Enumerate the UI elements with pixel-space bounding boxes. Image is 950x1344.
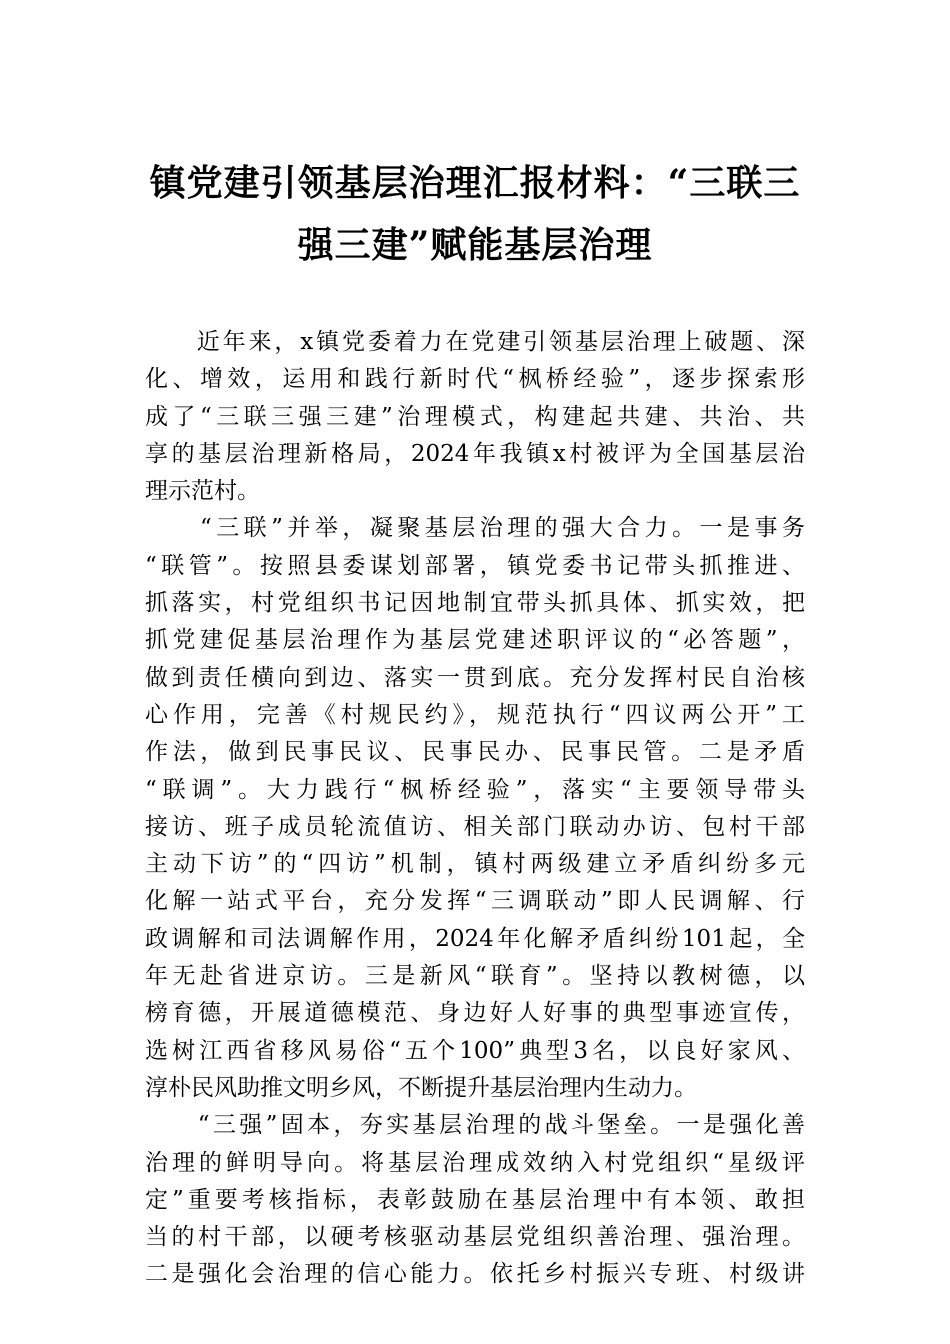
body-line: 淳朴民风助推文明乡风，不断提升基层治理内生动力。 — [145, 1074, 697, 1101]
body-line: 二是强化会治理的信心能力。依托乡村振兴专班、村级讲 — [145, 1261, 805, 1288]
body-line: “联调”。大力践行“枫桥经验”，落实“主要领导带头 — [145, 776, 805, 803]
title-line-1: 镇党建引领基层治理汇报材料：“三联三 — [149, 162, 801, 204]
body-line: 抓落实，村党组织书记因地制宜带头抓具体、抓实效，把 — [145, 590, 805, 617]
body-line: 定”重要考核指标，表彰鼓励在基层治理中有本领、敢担 — [145, 1186, 805, 1213]
body-line: 选树江西省移风易俗“五个100”典型3名，以良好家风、 — [145, 1037, 805, 1064]
body-line: “联管”。按照县委谋划部署，镇党委书记带头抓推进、 — [145, 552, 805, 579]
document-title — [145, 152, 805, 276]
body-line: 心作用，完善《村规民约》，规范执行“四议两公开”工 — [145, 701, 805, 728]
body-line: 抓党建促基层治理作为基层党建述职评议的“必答题”， — [145, 627, 805, 654]
body-line: 接访、班子成员轮流值访、相关部门联动办访、包村干部 — [145, 813, 805, 840]
body-line: 成了“三联三强三建”治理模式，构建起共建、共治、共 — [145, 403, 805, 430]
body-line: “三联”并举，凝聚基层治理的强大合力。一是事务 — [145, 515, 805, 542]
body-line: 治理的鲜明导向。将基层治理成效纳入村党组织“星级评 — [145, 1149, 805, 1176]
body-line: 化、增效，运用和践行新时代“枫桥经验”，逐步探索形 — [145, 366, 805, 393]
body-line: “三强”固本，夯实基层治理的战斗堡垒。一是强化善 — [145, 1112, 805, 1139]
paragraph-san-lian — [145, 510, 805, 1107]
body-line: 政调解和司法调解作用，2024年化解矛盾纠纷101起，全 — [145, 925, 805, 952]
body-line: 做到责任横向到边、落实一贯到底。充分发挥村民自治核 — [145, 664, 805, 691]
body-line: 当的村干部，以硬考核驱动基层党组织善治理、强治理。 — [145, 1224, 805, 1251]
body-line: 作法，做到民事民议、民事民办、民事民管。二是矛盾 — [145, 739, 805, 766]
paragraph-san-qiang — [145, 1107, 805, 1293]
body-line: 化解一站式平台，充分发挥“三调联动”即人民调解、行 — [145, 888, 805, 915]
paragraph-intro — [145, 324, 805, 510]
title-line-2: 强三建”赋能基层治理 — [297, 224, 653, 266]
body-line: 享的基层治理新格局，2024年我镇x村被评为全国基层治 — [145, 440, 805, 467]
body-line: 近年来，x镇党委着力在党建引领基层治理上破题、深 — [145, 329, 805, 355]
body-line: 榜育德，开展道德模范、身边好人好事的典型事迹宣传， — [145, 1000, 805, 1027]
body-line: 主动下访”的“四访”机制，镇村两级建立矛盾纠纷多元 — [145, 851, 805, 878]
body-line: 理示范村。 — [145, 478, 260, 505]
body-line: 年无赴省进京访。三是新风“联育”。坚持以教树德，以 — [145, 963, 805, 990]
document-body — [145, 324, 805, 1294]
